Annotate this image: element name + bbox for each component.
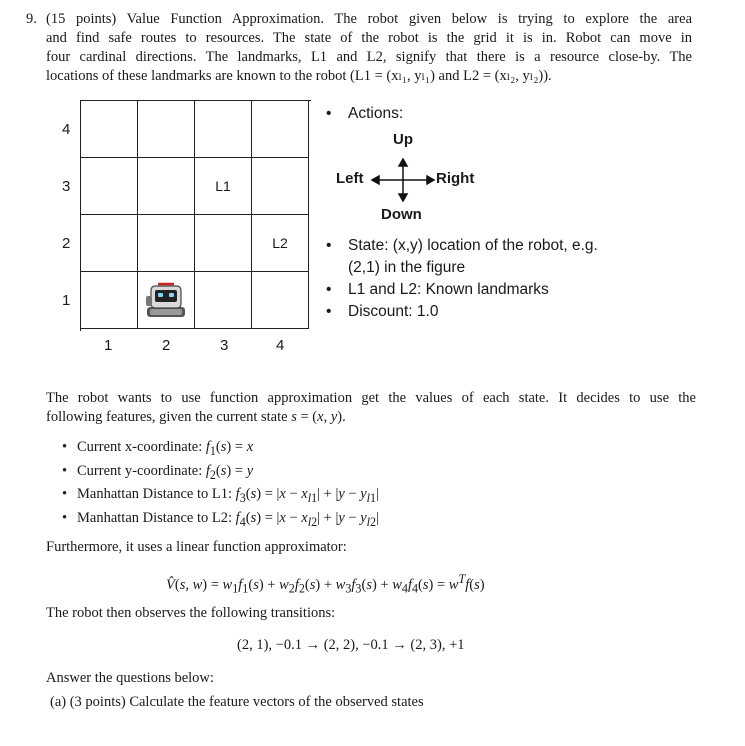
approximator-equation: V̂(s, $w) = w_1f_1(s) + w_2f_2(s) + w_3f_3(s) + w_4f_4(s) = w^Tf(s)$ bbox=[166, 572, 485, 596]
landmarks-bullet: • L1 and L2: Known landmarks bbox=[326, 281, 549, 298]
grid-cell bbox=[138, 215, 195, 272]
state-line-2: (2,1) in the figure bbox=[348, 259, 466, 276]
feature-item: • Manhattan Distance to L1: $f_3(s) = |x - x_{l1}| + |y - y_{l1}|$ bbox=[46, 485, 696, 509]
question-intro bbox=[46, 10, 692, 86]
part-a-label: (a) bbox=[50, 694, 67, 710]
grid-cell-landmark-2 bbox=[252, 215, 309, 272]
grid-cell bbox=[81, 158, 138, 215]
grid-world bbox=[80, 100, 311, 331]
landmark-2-label: L2 bbox=[272, 235, 288, 251]
grid-cell bbox=[138, 158, 195, 215]
grid-cell bbox=[81, 272, 138, 329]
transitions-sequence: (2, 1), −0.1 → (2, 2), −0.1 → (2, 3), +1 bbox=[237, 637, 465, 653]
action-up-label: Up bbox=[393, 131, 413, 148]
intro-line-4: locations of these landmarks are known to the robot (L1 = (xₗ₁, yₗ₁) and L2 = (xₗ₂, yₗ₂)). bbox=[46, 68, 552, 84]
x-axis-label: 1 bbox=[104, 337, 113, 354]
grid-cell bbox=[81, 101, 138, 158]
grid-cell bbox=[252, 158, 309, 215]
grid-cell bbox=[81, 215, 138, 272]
action-down-label: Down bbox=[381, 206, 422, 223]
intro-line-2: and find safe routes to resources. The state of the robot is the grid it is in. Robot can move in bbox=[46, 30, 692, 46]
action-left-label: Left bbox=[336, 170, 364, 187]
state-bullet: • State: (x,y) location of the robot, e.g. (2,1) in the figure bbox=[348, 235, 598, 279]
grid-cell bbox=[195, 272, 252, 329]
y-axis-label: 3 bbox=[62, 178, 71, 195]
question-title: Value Function Approximation. bbox=[126, 11, 324, 27]
answers-intro: Answer the questions below: bbox=[46, 670, 214, 686]
feature-formula: $f_3(s) = |x - x_{l1}| + |y - y_{l1}|$ bbox=[235, 486, 379, 505]
grid-cell-robot bbox=[138, 272, 195, 329]
discount-bullet: • Discount: 1.0 bbox=[326, 303, 439, 320]
features-intro bbox=[46, 389, 696, 427]
state-definition: s = (x, y). bbox=[291, 409, 346, 425]
grid-cell bbox=[195, 101, 252, 158]
y-axis-label: 1 bbox=[62, 292, 71, 309]
x-axis-label: 2 bbox=[162, 337, 171, 354]
grid-cell bbox=[252, 101, 309, 158]
action-arrows-icon bbox=[370, 158, 436, 202]
y-axis-label: 4 bbox=[62, 121, 71, 138]
feature-item: • Current y-coordinate: $f_2(s) = y$ bbox=[46, 462, 696, 486]
approximator-intro: Furthermore, it uses a linear function approximator: bbox=[46, 539, 347, 555]
intro-line-1: The robot given below is trying to explore the area bbox=[334, 11, 693, 27]
part-a-text: (3 points) Calculate the feature vectors of the observed states bbox=[69, 694, 424, 710]
transitions-intro: The robot then observes the following transitions: bbox=[46, 605, 336, 621]
y-axis-label: 2 bbox=[62, 235, 71, 252]
grid-cell bbox=[195, 215, 252, 272]
feature-formula: $f_4(s) = |x - x_{l2}| + |y - y_{l2}|$ bbox=[235, 509, 379, 529]
discount-text: Discount: 1.0 bbox=[348, 303, 439, 320]
features-intro-line-1: The robot wants to use function approximation get the values of each state. It decides to use the bbox=[46, 390, 696, 406]
feature-item: • Manhattan Distance to L2: $f_4(s) = |x - x_{l2}| + |y - y_{l2}|$ bbox=[46, 509, 696, 533]
x-axis-label: 4 bbox=[276, 337, 285, 354]
question-number: 9. bbox=[26, 11, 37, 27]
landmark-1-label: L1 bbox=[215, 178, 231, 194]
intro-line-3: four cardinal directions. The landmarks, L1 and L2, signify that there is a resource close-by. The bbox=[46, 49, 692, 65]
actions-label: Actions: bbox=[348, 105, 404, 122]
x-axis-label: 3 bbox=[220, 337, 229, 354]
actions-heading: • Actions: bbox=[326, 105, 404, 122]
feature-list bbox=[46, 438, 696, 532]
robot-icon bbox=[144, 280, 188, 320]
grid-cell-landmark-1 bbox=[195, 158, 252, 215]
grid-cell bbox=[138, 101, 195, 158]
feature-formula: $f_2(s) = y$ bbox=[205, 462, 254, 482]
feature-formula: $f_1(s) = x$ bbox=[205, 439, 254, 458]
landmarks-text: L1 and L2: Known landmarks bbox=[348, 281, 549, 298]
state-line-1: State: (x,y) location of the robot, e.g. bbox=[348, 237, 598, 254]
action-right-label: Right bbox=[436, 170, 475, 187]
features-intro-line-2: following features, given the current state bbox=[46, 409, 288, 425]
question-points: (15 points) bbox=[46, 11, 117, 27]
feature-item: • Current x-coordinate: $f_1(s) = x$ bbox=[46, 438, 696, 462]
grid-cell bbox=[252, 272, 309, 329]
part-a bbox=[50, 693, 424, 712]
